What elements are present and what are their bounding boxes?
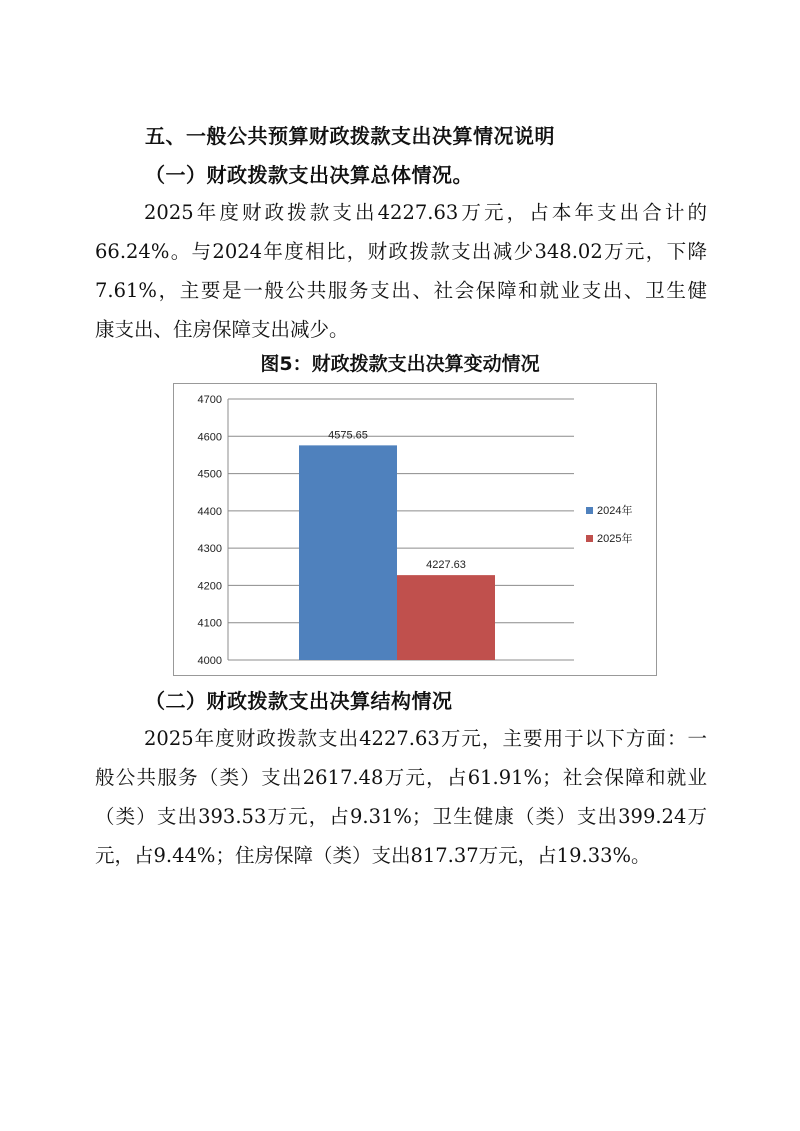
subsection-title-overall: （一）财政拨款支出决算总体情况。 — [145, 163, 473, 187]
paragraph-line: 2025年度财政拨款支出4227.63万元，占本年支出合计的 — [144, 201, 707, 224]
bar-chart — [173, 383, 657, 676]
bar-chart-svg — [174, 384, 656, 675]
paragraph-line: 康支出、住房保障支出减少。 — [95, 318, 349, 341]
y-tick-label: 4300 — [197, 543, 222, 556]
paragraph-structure — [95, 719, 707, 875]
figure-title: 图5：财政拨款支出决算变动情况 — [260, 353, 540, 375]
subsection-title-structure: （二）财政拨款支出决算结构情况 — [145, 689, 453, 713]
bar-data-label: 4575.65 — [328, 429, 368, 442]
y-tick-label: 4000 — [197, 655, 222, 667]
bar-data-label: 4227.63 — [426, 559, 466, 572]
y-tick-label: 4600 — [197, 431, 222, 444]
y-tick-label: 4100 — [197, 617, 222, 630]
y-tick-label: 4200 — [197, 580, 222, 593]
paragraph-overall — [95, 193, 707, 349]
bar-series-2 — [397, 575, 495, 660]
bar-series-1 — [299, 445, 397, 660]
legend-label: 2024年 — [597, 505, 633, 517]
y-tick-label: 4500 — [197, 468, 222, 481]
paragraph-line: 般公共服务（类）支出2617.48万元，占61.91%；社会保障和就业 — [95, 766, 707, 789]
legend-label: 2025年 — [597, 533, 633, 545]
paragraph-line: 66.24%。与2024年度相比，财政拨款支出减少348.02万元，下降 — [95, 240, 707, 263]
y-tick-label: 4400 — [197, 505, 222, 518]
paragraph-line: （类）支出393.53万元，占9.31%；卫生健康（类）支出399.24万 — [95, 805, 707, 828]
paragraph-line: 7.61%，主要是一般公共服务支出、社会保障和就业支出、卫生健 — [95, 279, 707, 302]
paragraph-line: 2025年度财政拨款支出4227.63万元，主要用于以下方面：一 — [144, 727, 707, 750]
y-tick-label: 4700 — [197, 394, 222, 406]
legend-swatch — [586, 507, 593, 514]
paragraph-line: 元，占9.44%；住房保障（类）支出817.37万元，占19.33%。 — [95, 844, 651, 867]
section-title: 五、一般公共预算财政拨款支出决算情况说明 — [145, 124, 555, 148]
legend-swatch — [586, 535, 593, 542]
